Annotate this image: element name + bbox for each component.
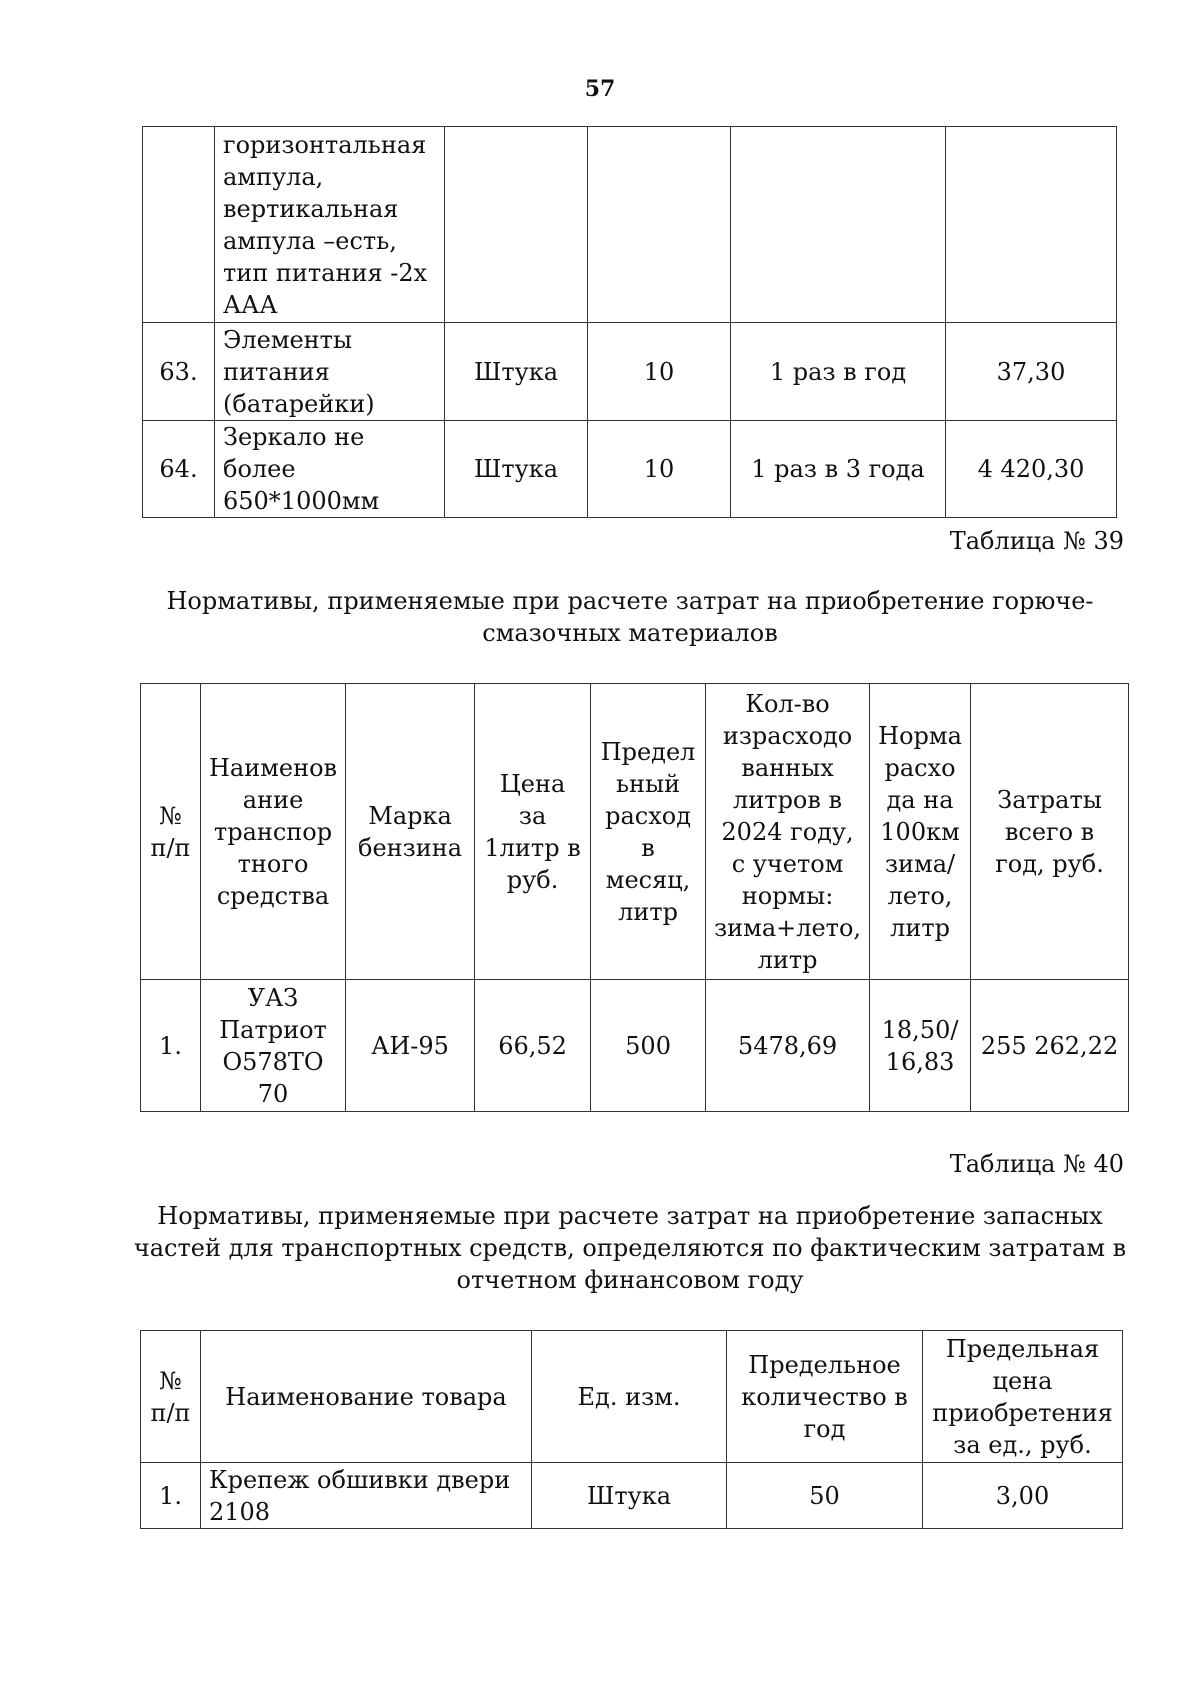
row-number: 63. (143, 323, 215, 421)
col-header-vehicle: Наименов ание транспор тного средства (201, 684, 346, 980)
item-unit (445, 127, 588, 323)
col-header-name: Наименование товара (201, 1331, 532, 1463)
col-header-norm: Норма расхо да на 100км зима/ лето, литр (870, 684, 971, 980)
col-header-price: Предельная цена приобретения за ед., руб. (923, 1331, 1123, 1463)
col-header-fuel: Марка бензина (346, 684, 475, 980)
item-quantity: 10 (588, 421, 731, 518)
table-row (141, 1463, 1123, 1529)
table-38-continuation (142, 126, 1117, 518)
table-39 (140, 683, 1129, 1112)
item-unit: Штука (532, 1463, 727, 1529)
item-price (946, 127, 1117, 323)
item-price: 4 420,30 (946, 421, 1117, 518)
table-row (141, 980, 1129, 1112)
item-quantity: 10 (588, 323, 731, 421)
item-name: Зеркало не более 650*1000мм (215, 421, 445, 518)
item-price: 37,30 (946, 323, 1117, 421)
row-number (143, 127, 215, 323)
table-40-heading: Нормативы, применяемые при расчете затрат на приобретение запасных частей для транспортных средств, определяются по фактическим затратам в отчетном финансовом году (133, 1202, 1127, 1294)
col-header-unit: Ед. изм. (532, 1331, 727, 1463)
table-39-heading: Нормативы, применяемые при расчете затрат на приобретение горюче-смазочных материалов (166, 587, 1094, 647)
item-unit: Штука (445, 323, 588, 421)
col-header-limit: Предел ьный расход в месяц, литр (591, 684, 706, 980)
row-number: 1. (141, 980, 201, 1112)
item-period (731, 127, 946, 323)
vehicle-name: УАЗ Патриот О578ТО 70 (201, 980, 346, 1112)
table-row (143, 421, 1117, 518)
fuel-brand: АИ-95 (346, 980, 475, 1112)
monthly-limit: 500 (591, 980, 706, 1112)
row-number: 64. (143, 421, 215, 518)
item-name: Крепеж обшивки двери 2108 (201, 1463, 532, 1529)
table-header-row (141, 684, 1129, 980)
item-quantity: 50 (727, 1463, 923, 1529)
item-unit: Штука (445, 421, 588, 518)
col-header-price: Цена за 1литр в руб. (475, 684, 591, 980)
col-header-used: Кол-во израсходо ванных литров в 2024 году, с учетом нормы: зима+лето, литр (706, 684, 870, 980)
item-name: Элементы питания (батарейки) (215, 323, 445, 421)
item-period: 1 раз в год (731, 323, 946, 421)
row-number: 1. (141, 1463, 201, 1529)
total-cost: 255 262,22 (971, 980, 1129, 1112)
item-name: горизонтальная ампула, вертикальная ампула –есть, тип питания -2х ААА (215, 127, 445, 323)
fuel-price: 66,52 (475, 980, 591, 1112)
table-row (143, 323, 1117, 421)
table-header-row (141, 1331, 1123, 1463)
col-header-number: № п/п (141, 1331, 201, 1463)
page-number: 57 (584, 76, 616, 102)
item-period: 1 раз в 3 года (731, 421, 946, 518)
col-header-quantity: Предельное количество в год (727, 1331, 923, 1463)
table-39-caption: Таблица № 39 (949, 527, 1124, 555)
table-40 (140, 1330, 1123, 1529)
col-header-number: № п/п (141, 684, 201, 980)
consumption-norm: 18,50/ 16,83 (870, 980, 971, 1112)
col-header-total: Затраты всего в год, руб. (971, 684, 1129, 980)
item-quantity (588, 127, 731, 323)
liters-used: 5478,69 (706, 980, 870, 1112)
table-40-caption: Таблица № 40 (949, 1150, 1124, 1178)
table-row (143, 127, 1117, 323)
item-price: 3,00 (923, 1463, 1123, 1529)
